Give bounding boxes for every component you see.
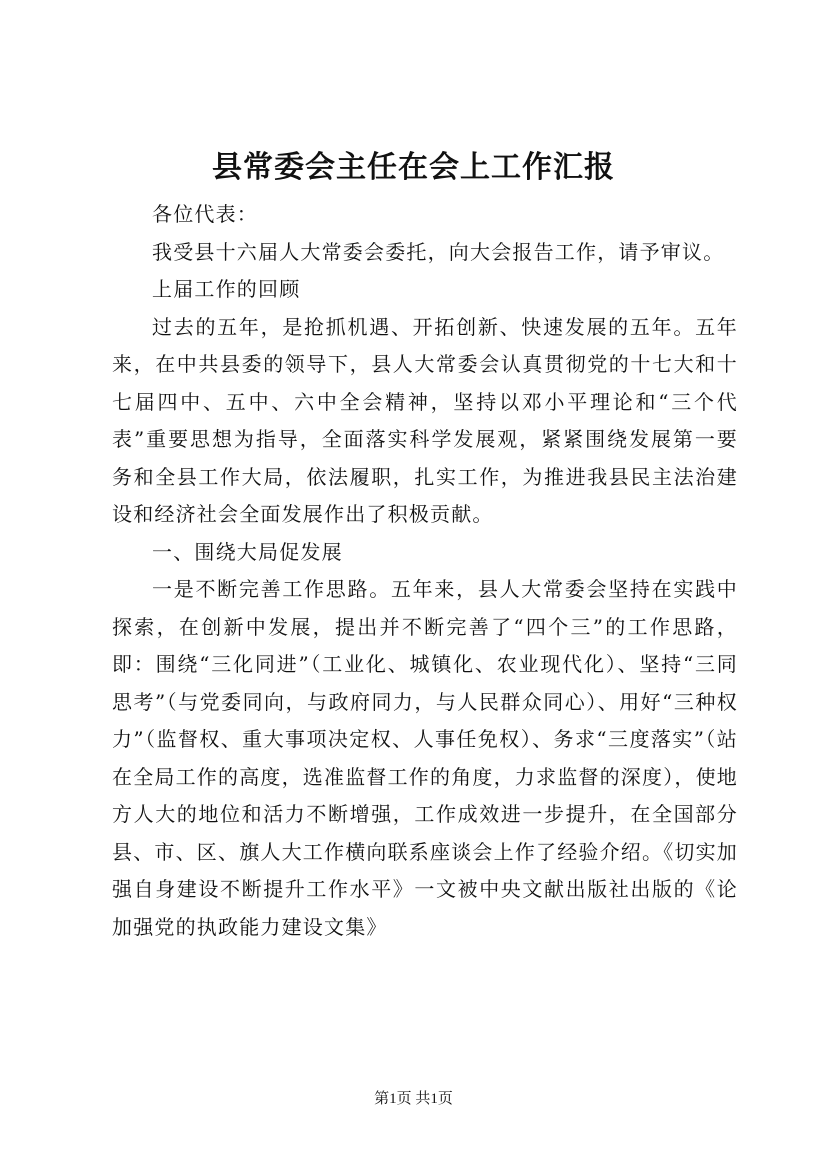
document-title: 县常委会主任在会上工作汇报 — [212, 150, 615, 185]
paragraph-work-ideas: 一是不断完善工作思路。五年来，县人大常委会坚持在实践中探索，在创新中发展，提出并不断完善了“四个三”的工作思路，即：围绕“三化同进”（工业化、城镇化、农业现代化）、坚持“三同思考”（与党委同向，与政府同力，与人民群众同心）、用好“三种权力”（监督权、重大事项决定权、人事任免权）、务求“三度落实”（站在全局工作的高度，选准监督工作的角度，力求监督的深度），使地方人大的地位和活力不断增强，工作成效进一步提升，在全国部分县、市、区、旗人大工作横向联系座谈会上作了经验介绍。《切实加强自身建设不断提升工作水平》一文被中央文献出版社出版的《论加强党的执政能力建设文集》 — [112, 577, 738, 939]
intro-paragraph: 我受县十六届人大常委会委托，向大会报告工作，请予审议。 — [152, 239, 725, 264]
paragraph-five-years: 过去的五年，是抢抓机遇、开拓创新、快速发展的五年。五年来，在中共县委的领导下，县人大常委会认真贯彻党的十七大和十七届四中、五中、六中全会精神，坚持以邓小平理论和“三个代表”重要思想为指导，全面落实科学发展观，紧紧围绕发展第一要务和全县工作大局，依法履职，扎实工作，为推进我县民主法治建设和经济社会全面发展作出了积极贡献。 — [112, 314, 738, 526]
salutation: 各位代表： — [152, 202, 258, 226]
section-heading-1: 一、围绕大局促发展 — [152, 539, 343, 564]
document-body — [112, 196, 738, 946]
section-heading-review: 上届工作的回顾 — [152, 277, 301, 301]
page-footer: 第1页 共1页 — [374, 1091, 453, 1107]
